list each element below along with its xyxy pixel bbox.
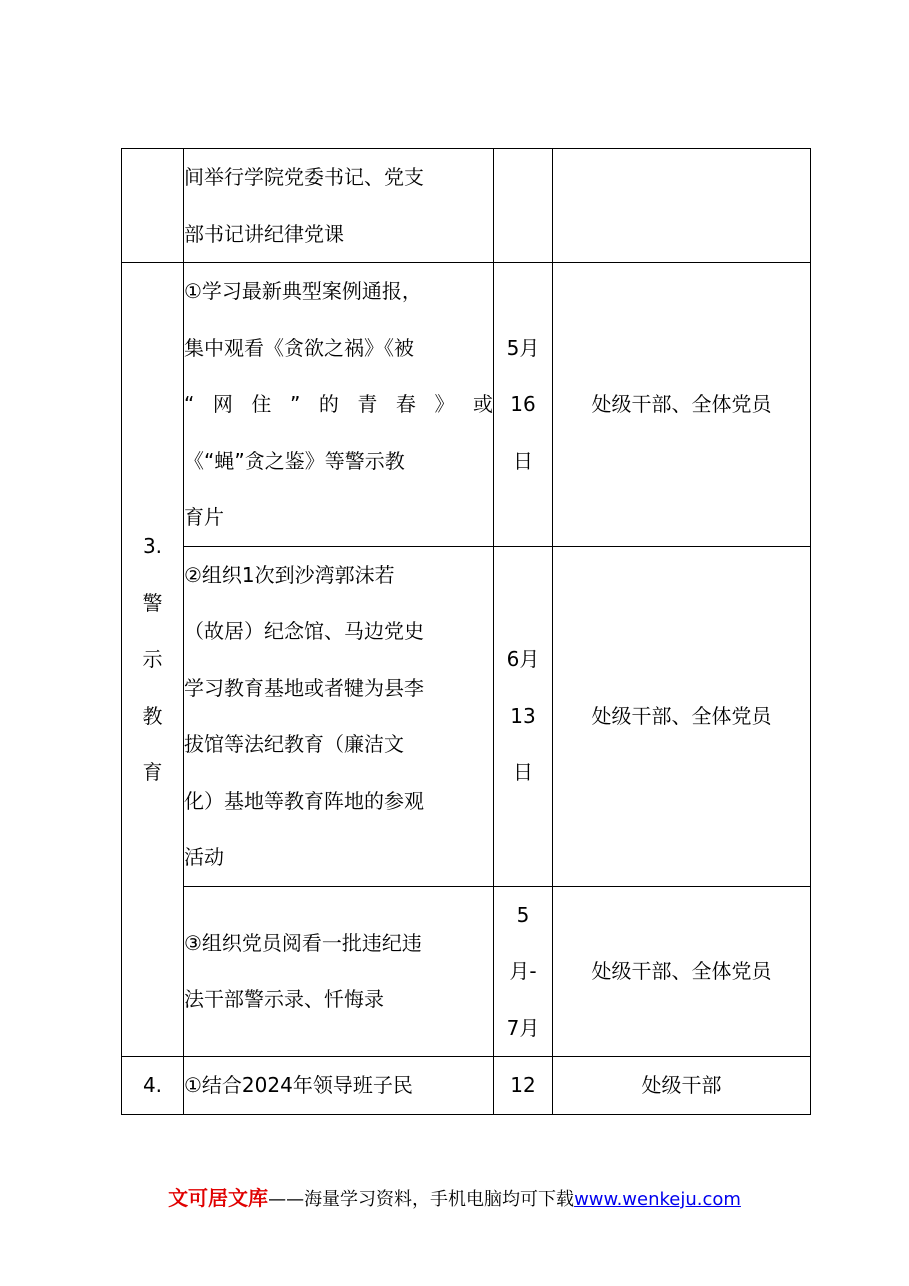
content-line: 育片 (184, 505, 224, 529)
type-char: 示 (142, 647, 163, 672)
content-line: 部书记讲纪律党课 (184, 221, 344, 246)
content-line: ③组织党员阅看一批违纪违 (184, 930, 422, 955)
content-line: 间举行学院党委书记、党支 (184, 165, 424, 189)
time-cell (494, 886, 553, 1057)
content-cell (184, 546, 494, 886)
table-row (122, 546, 811, 886)
time-cell (494, 546, 553, 886)
objects-cell: 处级干部 (553, 1057, 811, 1115)
table-row (122, 263, 811, 547)
activity-plan-table (121, 148, 811, 1115)
content-cell (184, 1057, 494, 1115)
content-line: ②组织1次到沙湾郭沫若 (184, 562, 395, 587)
table-row (122, 149, 811, 263)
type-char: 3. (142, 534, 163, 559)
content-cell (184, 149, 494, 263)
objects-cell: 处级干部、全体党员 (553, 886, 811, 1057)
time-line: 12 (510, 1073, 536, 1097)
objects-cell (553, 149, 811, 263)
type-cell (122, 149, 184, 263)
content-line: （故居）纪念馆、马边党史 (184, 619, 424, 643)
time-line: 13 (510, 703, 536, 728)
table-row (122, 1057, 811, 1115)
time-line: 日 (513, 448, 533, 473)
content-line: 法干部警示录、忏悔录 (184, 987, 384, 1012)
content-line: “网住”的青春》或 (184, 392, 493, 416)
type-char: 4. (142, 1073, 163, 1097)
content-line: 拔馆等法纪教育（廉洁文 (184, 732, 404, 756)
time-cell (494, 263, 553, 547)
content-line: 化）基地等教育阵地的参观 (184, 788, 424, 813)
brand-name: 文可居文库 (168, 1186, 269, 1210)
content-line: ①学习最新典型案例通报， (184, 279, 422, 303)
content-cell (184, 886, 494, 1057)
content-line: 活动 (184, 845, 224, 869)
time-cell (494, 1057, 553, 1115)
objects-cell: 处级干部、全体党员 (553, 546, 811, 886)
time-line: 5 (516, 902, 530, 927)
type-cell (122, 1057, 184, 1115)
time-line: 月- (509, 959, 537, 983)
objects-cell: 处级干部、全体党员 (553, 263, 811, 547)
type-char: 教 (142, 703, 163, 728)
type-char: 警 (142, 590, 163, 615)
content-cell (184, 263, 494, 547)
time-cell (494, 149, 553, 263)
type-cell (122, 263, 184, 1057)
time-line: 5月 (506, 335, 540, 360)
content-line: 《“蝇”贪之鉴》等警示教 (184, 448, 405, 473)
content-line: 学习教育基地或者犍为县李 (184, 675, 424, 700)
type-char: 育 (142, 760, 163, 785)
content-line: 集中观看《贪欲之祸》《被 (184, 335, 414, 360)
time-line: 日 (513, 760, 533, 785)
site-link[interactable]: www.wenkeju.com (574, 1189, 741, 1210)
content-line: ①结合2024年领导班子民 (184, 1073, 413, 1097)
time-line: 16 (510, 392, 536, 416)
table-row (122, 886, 811, 1057)
time-line: 6月 (506, 647, 540, 672)
time-line: 7月 (506, 1015, 540, 1040)
footer-banner (0, 1182, 909, 1211)
footer-tagline: ——海量学习资料，手机电脑均可下载 (268, 1189, 575, 1210)
